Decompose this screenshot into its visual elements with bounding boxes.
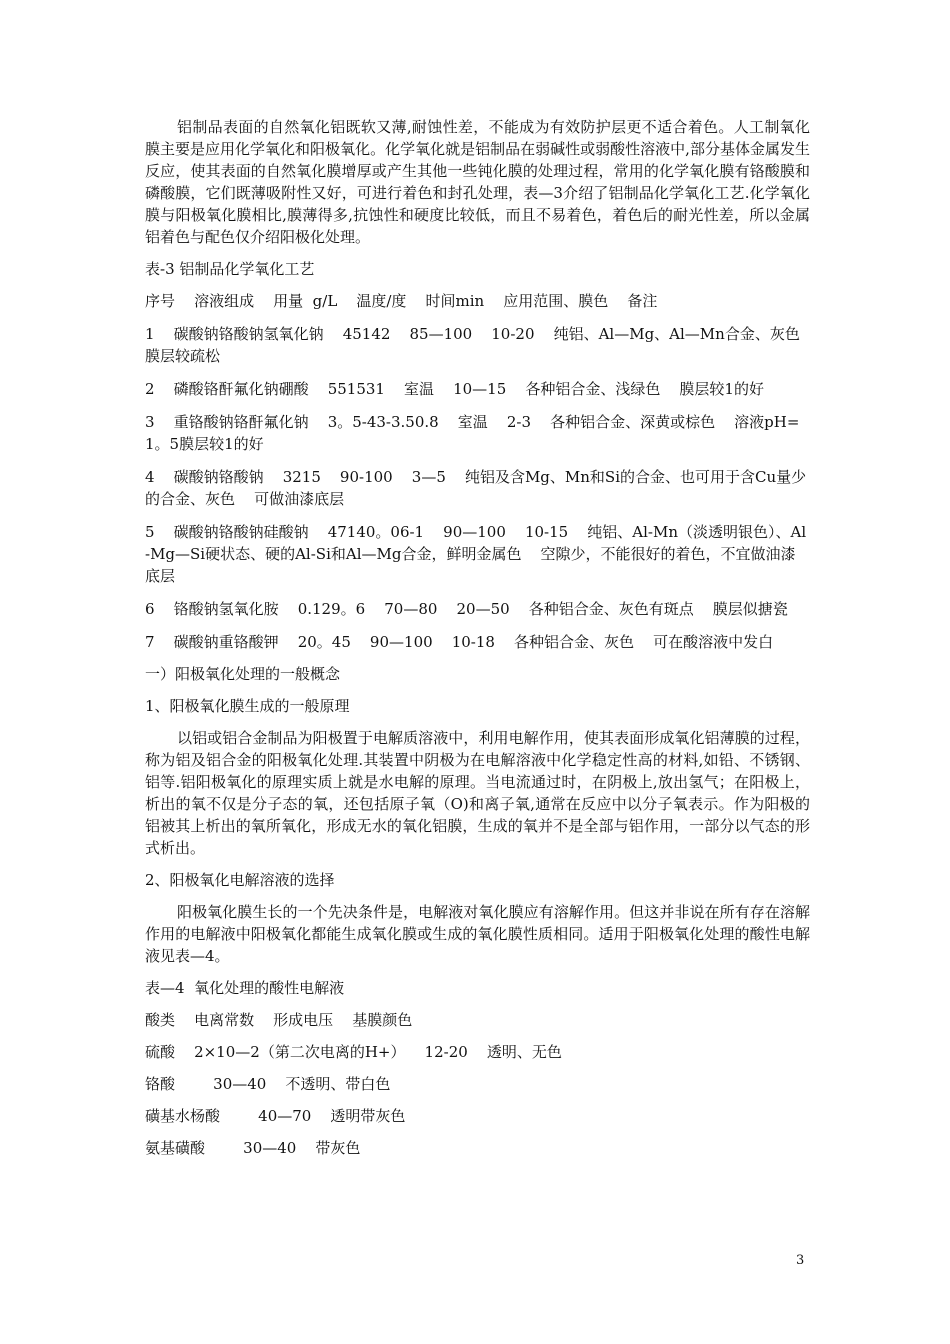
table3-row-7: 7 碳酸钠重铬酸钾 20。45 90—100 10-18 各种铝合金、灰色 可在酸溶液中发白 [145,633,774,651]
table4-row-4: 氨基磺酸 30—40 带灰色 [145,1139,361,1157]
table3-row-4: 4 碳酸钠铬酸钠 3215 90-100 3—5 纯铝及含Mg、Mn和Si的合金、也可用于含Cu量少的合金、灰色 可做油漆底层 [145,468,807,508]
table3-header: 序号 溶液组成 用量 g/L 温度/度 时间min 应用范围、膜色 备注 [145,292,658,310]
table3-row-3: 3 重铬酸钠铬酐氟化钠 3。5-43-3.50.8 室温 2-3 各种铝合金、深黄或棕色 溶液pH=1。5膜层较1的好 [145,413,800,453]
table4-title: 表—4 氧化处理的酸性电解液 [145,979,345,997]
table4-row-2: 铬酸 30—40 不透明、带白色 [145,1075,391,1093]
subsection-heading-1: 1、阳极氧化膜生成的一般原理 [145,697,350,715]
section-heading: 一）阳极氧化处理的一般概念 [145,665,341,683]
table3-row-2: 2 磷酸铬酐氟化钠硼酸 551531 室温 10—15 各种铝合金、浅绿色 膜层较1的好 [145,380,764,398]
electrolyte-paragraph: 阳极氧化膜生长的一个先决条件是，电解液对氧化膜应有溶解作用。但这并非说在所有存在溶解作用的电解液中阳极氧化都能生成氧化膜或生成的氧化膜性质相同。适用于阳极氧化处理的酸性电解液见表—4。 [145,903,810,965]
principle-paragraph: 以铝或铝合金制品为阳极置于电解质溶液中，利用电解作用，使其表面形成氧化铝薄膜的过程，称为铝及铝合金的阳极氧化处理.其装置中阴极为在电解溶液中化学稳定性高的材料,如铅、不锈钢、铝等.铝阳极氧化的原理实质上就是水电解的原理。当电流通过时，在阴极上,放出氢气；在阳极上，析出的氧不仅是分子态的氧，还包括原子氧（O)和离子氧,通常在反应中以分子氧表示。作为阳极的铝被其上析出的氧所氧化，形成无水的氧化铝膜，生成的氧并不是全部与铝作用，一部分以气态的形式析出。 [145,729,810,857]
intro-paragraph: 铝制品表面的自然氧化铝既软又薄,耐蚀性差，不能成为有效防护层更不适合着色。人工制氧化膜主要是应用化学氧化和阳极氧化。化学氧化就是铝制品在弱碱性或弱酸性溶液中,部分基体金属发生反应，使其表面的自然氧化膜增厚或产生其他一些钝化膜的处理过程，常用的化学氧化膜有铬酸膜和磷酸膜，它们既薄吸附性又好，可进行着色和封孔处理，表—3介绍了铝制品化学氧化工艺.化学氧化膜与阳极氧化膜相比,膜薄得多,抗蚀性和硬度比较低，而且不易着色，着色后的耐光性差，所以金属铝着色与配色仅介绍阳极化处理。 [145,118,810,246]
page-content [145,116,819,1159]
subsection-heading-2: 2、阳极氧化电解溶液的选择 [145,871,335,889]
table3-row-5: 5 碳酸钠铬酸钠硅酸钠 47140。06-1 90—100 10-15 纯铝、Al-Mn（淡透明银色）、Al-Mg—Si硬状态、硬的Al-Si和Al—Mg合金，鲜明金属色 空隙少，不能很好的着色，不宜做油漆底层 [145,523,807,585]
table4-row-3: 磺基水杨酸 40—70 透明带灰色 [145,1107,406,1125]
table3-row-6: 6 铬酸钠氢氧化胺 0.129。6 70—80 20—50 各种铝合金、灰色有斑点 膜层似搪瓷 [145,600,788,618]
page-number: 3 [796,1253,805,1268]
table3-row-1: 1 碳酸钠铬酸钠氢氧化钠 45142 85—100 10-20 纯铝、Al—Mg、Al—Mn合金、灰色 膜层较疏松 [145,325,819,365]
table4-row-1: 硫酸 2×10—2（第二次电离的H+） 12-20 透明、无色 [145,1043,562,1061]
table4-header: 酸类 电离常数 形成电压 基膜颜色 [145,1011,413,1029]
table3-title: 表-3 铝制品化学氧化工艺 [145,260,315,278]
